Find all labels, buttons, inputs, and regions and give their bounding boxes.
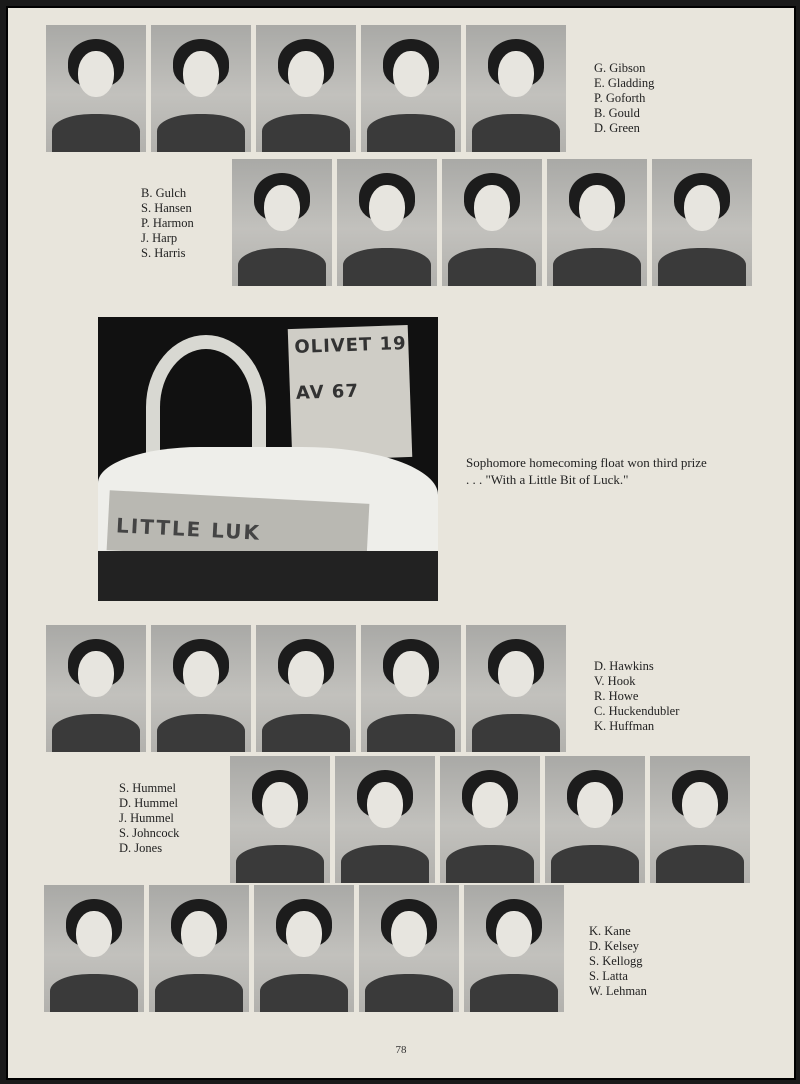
name-list [589, 924, 647, 999]
caption-line-1: Sophomore homecoming float won third prize [466, 455, 707, 470]
portrait-photo [652, 159, 752, 286]
portrait-photo [545, 756, 645, 883]
student-name: K. Kane [589, 924, 631, 938]
student-name: E. Gladding [594, 76, 655, 90]
portrait-photo [466, 25, 566, 152]
name-list [119, 781, 179, 856]
student-name: K. Huffman [594, 719, 655, 733]
portrait-photo [440, 756, 540, 883]
student-name: G. Gibson [594, 61, 646, 75]
student-name: D. Hummel [119, 796, 179, 810]
portrait-photo [46, 625, 146, 752]
caption-line-2: . . . "With a Little Bit of Luck." [466, 472, 629, 487]
portrait-row [46, 625, 571, 752]
student-name: S. Kellogg [589, 954, 643, 968]
name-list [594, 659, 679, 734]
student-name: S. Hummel [119, 781, 176, 795]
portrait-photo [149, 885, 249, 1012]
float-sign-line2: AV 67 [295, 380, 360, 404]
student-name: D. Jones [119, 841, 163, 855]
portrait-photo [464, 885, 564, 1012]
student-name: P. Harmon [141, 216, 194, 230]
student-name: S. Hansen [141, 201, 192, 215]
portrait-photo [256, 625, 356, 752]
portrait-photo [232, 159, 332, 286]
page-number: 78 [395, 1044, 407, 1056]
portrait-photo [442, 159, 542, 286]
float-sign-line1: OLIVET 19 [294, 333, 407, 358]
portrait-row [232, 159, 757, 286]
portrait-photo [151, 25, 251, 152]
portrait-photo [650, 756, 750, 883]
portrait-photo [230, 756, 330, 883]
portrait-photo [254, 885, 354, 1012]
homecoming-float-photo [98, 317, 438, 601]
student-name: P. Goforth [594, 91, 646, 105]
student-name: S. Latta [589, 969, 628, 983]
student-name: W. Lehman [589, 984, 647, 998]
photo-caption [466, 454, 707, 488]
yearbook-page [6, 6, 796, 1080]
ground [98, 551, 438, 601]
student-name: V. Hook [594, 674, 636, 688]
student-name: J. Harp [141, 231, 178, 245]
student-name: B. Gulch [141, 186, 187, 200]
student-name: S. Johncock [119, 826, 180, 840]
portrait-photo [466, 625, 566, 752]
portrait-photo [361, 625, 461, 752]
portrait-photo [256, 25, 356, 152]
portrait-row [46, 25, 571, 152]
student-name: C. Huckendubler [594, 704, 680, 718]
portrait-photo [151, 625, 251, 752]
portrait-row [230, 756, 755, 883]
student-name: D. Green [594, 121, 640, 135]
student-name: D. Hawkins [594, 659, 654, 673]
portrait-photo [335, 756, 435, 883]
portrait-photo [361, 25, 461, 152]
portrait-row [44, 885, 569, 1012]
portrait-photo [46, 25, 146, 152]
name-list [141, 186, 194, 261]
student-name: D. Kelsey [589, 939, 639, 953]
float-skirt-text: LITTLE LUK [115, 513, 262, 545]
student-name: S. Harris [141, 246, 186, 260]
portrait-photo [547, 159, 647, 286]
portrait-photo [359, 885, 459, 1012]
portrait-photo [337, 159, 437, 286]
student-name: R. Howe [594, 689, 639, 703]
student-name: B. Gould [594, 106, 640, 120]
float-sign [288, 325, 413, 461]
portrait-photo [44, 885, 144, 1012]
name-list [594, 61, 654, 136]
student-name: J. Hummel [119, 811, 174, 825]
